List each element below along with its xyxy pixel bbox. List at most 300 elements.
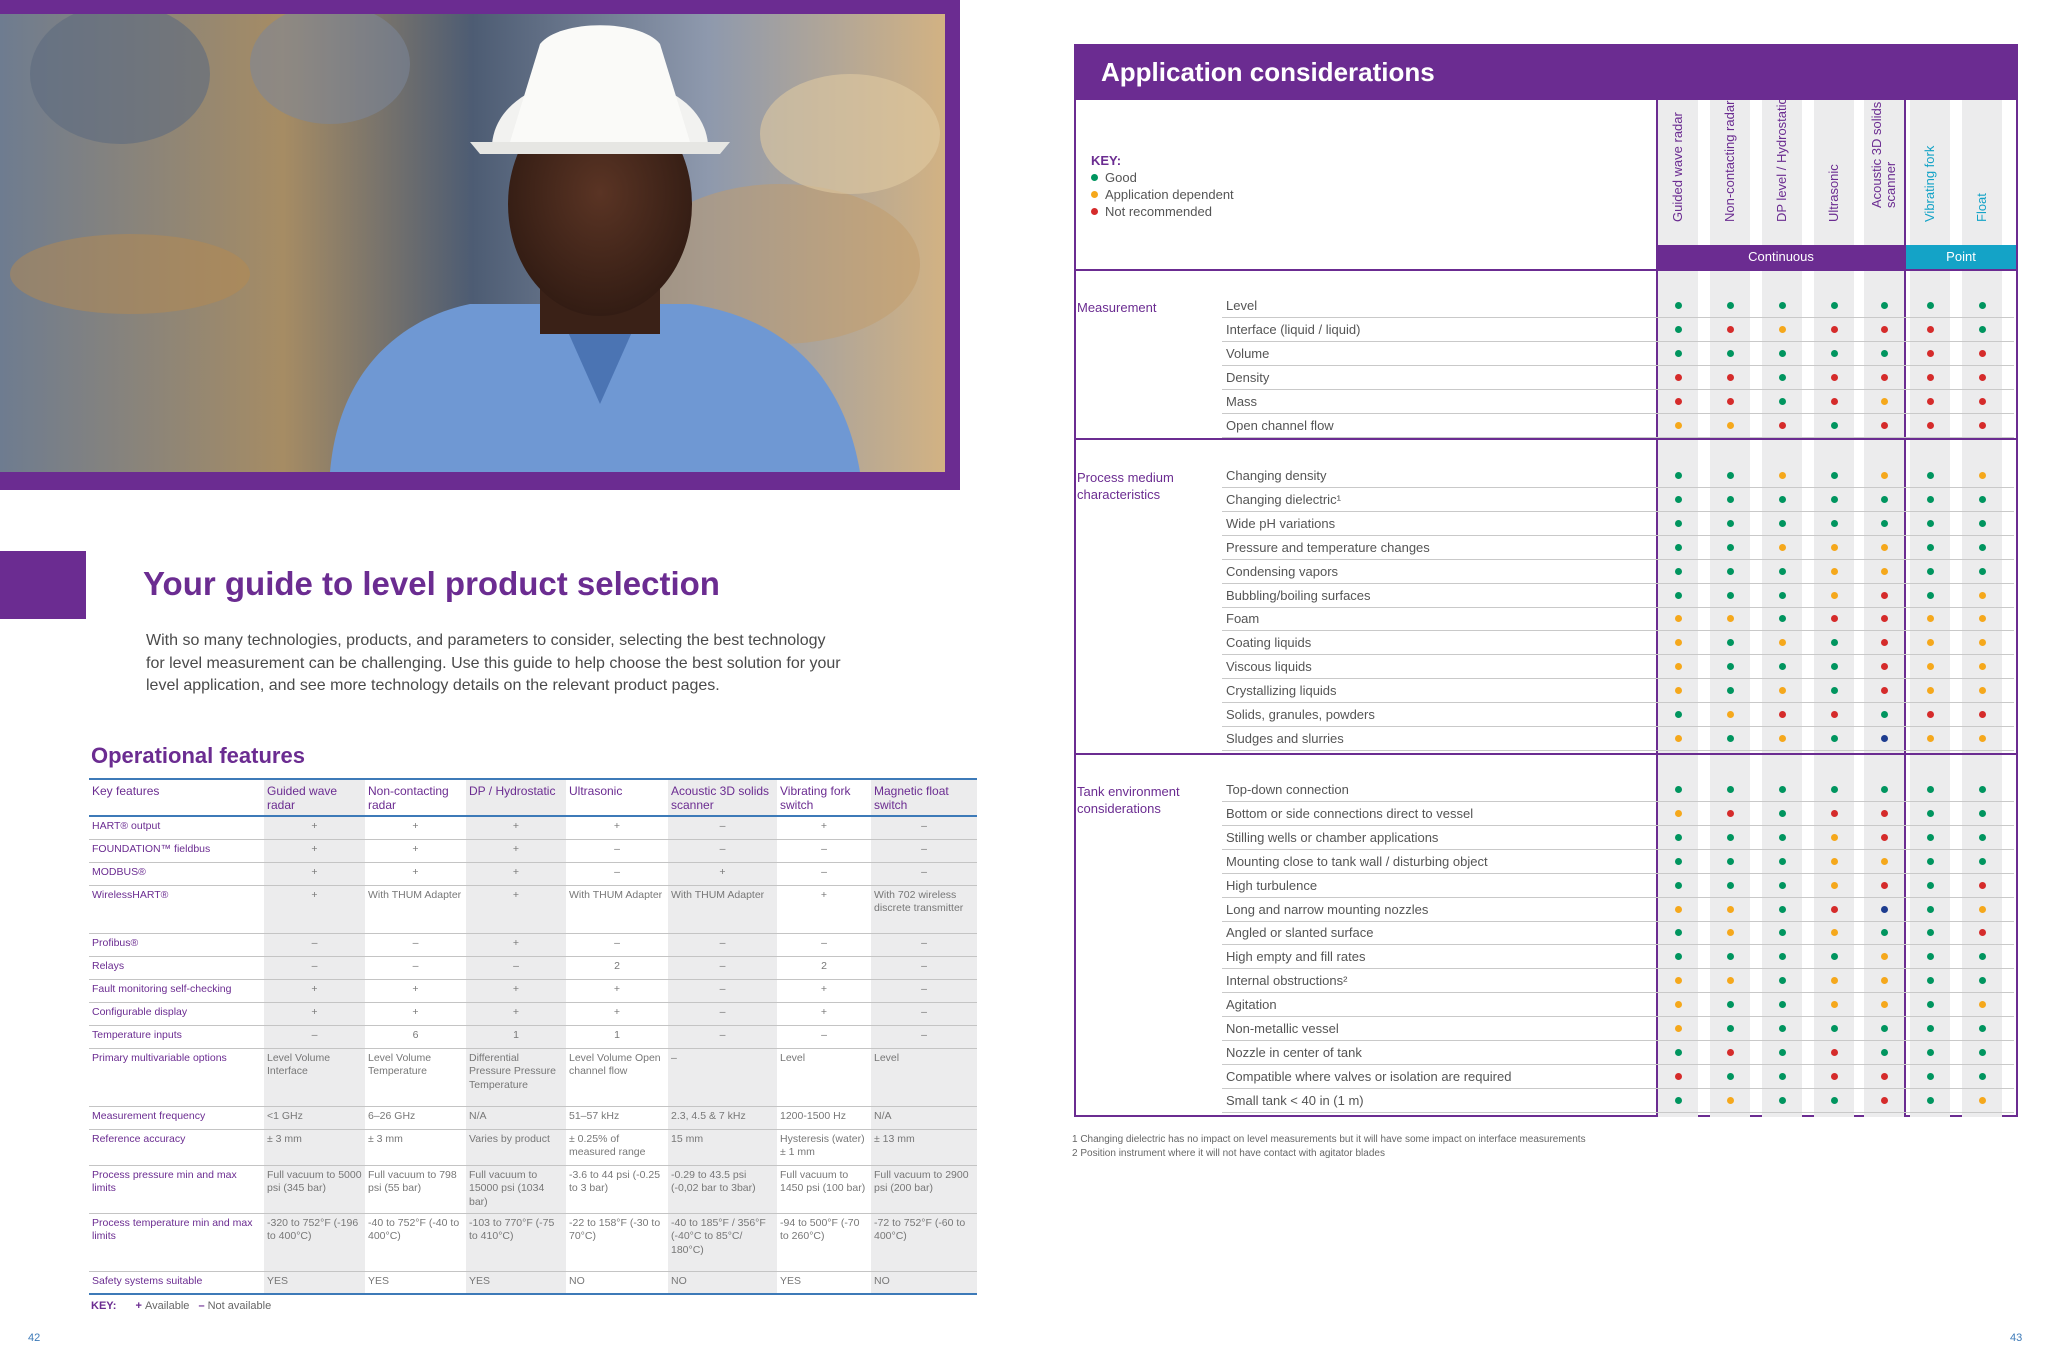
rating-dot-icon: [1675, 302, 1682, 309]
rating-row-label: Viscous liquids: [1226, 659, 1312, 675]
section-divider: [1074, 753, 2018, 755]
feature-value: Level: [777, 1048, 871, 1106]
feature-value: –: [871, 933, 977, 956]
rating-dot-icon: [1831, 834, 1838, 841]
rating-dot-icon: [1979, 906, 1986, 913]
rating-dot-icon: [1727, 1073, 1734, 1080]
feature-name: WirelessHART®: [89, 885, 264, 933]
feature-name: Fault monitoring self-checking: [89, 979, 264, 1002]
key-label: KEY:: [1091, 153, 1122, 168]
rating-dot-icon: [1779, 663, 1786, 670]
feature-value: +: [466, 816, 566, 839]
rating-dot-icon: [1727, 977, 1734, 984]
table-row: [89, 1106, 977, 1129]
feature-value: NO: [668, 1271, 777, 1294]
rating-row-label: Long and narrow mounting nozzles: [1226, 901, 1429, 917]
feature-value: +: [365, 862, 466, 885]
column-header: Acoustic 3D solids scanner: [668, 779, 777, 816]
rating-dot-icon: [1927, 615, 1934, 622]
rating-dot-icon: [1979, 592, 1986, 599]
table-row: [89, 933, 977, 956]
rating-dot-icon: [1675, 1097, 1682, 1104]
panel-title: Application considerations: [1101, 57, 1435, 87]
rating-dot-icon: [1881, 786, 1888, 793]
rating-dot-icon: [1727, 544, 1734, 551]
minus-symbol: –: [198, 1300, 205, 1312]
feature-name: HART® output: [89, 816, 264, 839]
section-label: Measurement: [1077, 300, 1157, 315]
feature-value: –: [871, 1025, 977, 1048]
rating-dot-icon: [1831, 1097, 1838, 1104]
rating-dot-icon: [1831, 929, 1838, 936]
rating-dot-icon: [1675, 1073, 1682, 1080]
rating-dot-icon: [1831, 639, 1838, 646]
rating-dot-icon: [1675, 1025, 1682, 1032]
table-row: [89, 1002, 977, 1025]
rating-dot-icon: [1779, 1073, 1786, 1080]
rating-dot-icon: [1927, 906, 1934, 913]
rating-dot-icon: [1779, 929, 1786, 936]
rating-dot-icon: [1831, 398, 1838, 405]
app-dependent-dot-icon: [1091, 191, 1098, 198]
rating-dot-icon: [1727, 735, 1734, 742]
feature-name: Profibus®: [89, 933, 264, 956]
feature-value: 1: [566, 1025, 668, 1048]
rating-dot-icon: [1881, 1073, 1888, 1080]
rating-dot-icon: [1927, 592, 1934, 599]
rating-dot-icon: [1979, 810, 1986, 817]
feature-value: –: [871, 862, 977, 885]
rating-row: [1222, 318, 2014, 342]
feature-value: With THUM Adapter: [566, 885, 668, 933]
rating-row-label: Coating liquids: [1226, 635, 1312, 651]
rating-dot-icon: [1779, 520, 1786, 527]
feature-value: –: [264, 956, 365, 979]
rating-dot-icon: [1779, 398, 1786, 405]
feature-value: +: [777, 885, 871, 933]
rating-dot-icon: [1979, 615, 1986, 622]
feature-value: Full vacuum to 15000 psi (1034 bar): [466, 1165, 566, 1213]
section-label: Process medium characteristics: [1077, 470, 1174, 502]
rating-key: [1091, 152, 1234, 220]
rating-row-label: Sludges and slurries: [1226, 730, 1344, 746]
rating-row: [1222, 945, 2014, 969]
feature-value: Level: [871, 1048, 977, 1106]
rating-row: [1222, 342, 2014, 366]
rating-dot-icon: [1927, 1049, 1934, 1056]
feature-value: +: [264, 839, 365, 862]
feature-value: 51–57 kHz: [566, 1106, 668, 1129]
rating-row-label: Mass: [1226, 393, 1258, 409]
rating-dot-icon: [1831, 810, 1838, 817]
feature-value: –: [871, 839, 977, 862]
footnote-2: 2 Position instrument where it will not have contact with agitator blades: [1072, 1148, 1385, 1159]
rating-row: [1222, 1017, 2014, 1041]
footnotes: [1072, 1133, 1586, 1161]
rating-dot-icon: [1779, 687, 1786, 694]
rating-dot-icon: [1979, 977, 1986, 984]
feature-value: –: [264, 1025, 365, 1048]
feature-value: ± 0.25% of measured range: [566, 1129, 668, 1165]
rating-dot-icon: [1675, 639, 1682, 646]
feature-value: Varies by product: [466, 1129, 566, 1165]
feature-value: N/A: [871, 1106, 977, 1129]
rating-dot-icon: [1779, 350, 1786, 357]
rating-dot-icon: [1675, 1001, 1682, 1008]
good-dot-icon: [1091, 174, 1098, 181]
rating-dot-icon: [1881, 663, 1888, 670]
rating-row-label: Solids, granules, powders: [1226, 707, 1375, 722]
rating-row: [1222, 631, 2014, 655]
rating-dot-icon: [1881, 735, 1888, 742]
rating-row: [1222, 921, 2014, 945]
rating-dot-icon: [1779, 906, 1786, 913]
rating-row: [1222, 703, 2014, 727]
rating-dot-icon: [1881, 326, 1888, 333]
rating-dot-icon: [1831, 786, 1838, 793]
rating-dot-icon: [1727, 1025, 1734, 1032]
feature-value: +: [668, 862, 777, 885]
rating-row-label: Top-down connection: [1226, 782, 1349, 797]
rating-dot-icon: [1779, 302, 1786, 309]
table-row: [89, 1129, 977, 1165]
feature-value: +: [777, 816, 871, 839]
operational-features-table: [89, 778, 977, 1295]
side-tab-decoration: [0, 551, 86, 619]
key-not-recommended-label: Not recommended: [1105, 204, 1212, 219]
key-app-dependent: [1091, 186, 1234, 203]
feature-value: –: [871, 816, 977, 839]
feature-value: ± 3 mm: [365, 1129, 466, 1165]
feature-name: MODBUS®: [89, 862, 264, 885]
rating-dot-icon: [1881, 977, 1888, 984]
feature-value: -103 to 770°F (-75 to 410°C): [466, 1213, 566, 1271]
rating-dot-icon: [1979, 520, 1986, 527]
rating-dot-icon: [1779, 711, 1786, 718]
rating-dot-icon: [1779, 422, 1786, 429]
rating-row-label: Interface (liquid / liquid): [1226, 321, 1361, 337]
table-row: [89, 839, 977, 862]
feature-value: +: [777, 1002, 871, 1025]
rating-row: [1222, 778, 2014, 802]
rating-row: [1222, 850, 2014, 874]
rating-row: [1222, 512, 2014, 536]
rating-dot-icon: [1979, 350, 1986, 357]
feature-value: –: [668, 1025, 777, 1048]
rating-dot-icon: [1881, 592, 1888, 599]
feature-value: 1: [466, 1025, 566, 1048]
rating-dot-icon: [1779, 472, 1786, 479]
feature-value: +: [466, 933, 566, 956]
rating-dot-icon: [1779, 858, 1786, 865]
rating-dot-icon: [1831, 1001, 1838, 1008]
rating-row-label: Crystallizing liquids: [1226, 683, 1337, 699]
rating-dot-icon: [1779, 1025, 1786, 1032]
rating-dot-icon: [1831, 350, 1838, 357]
feature-value: -94 to 500°F (-70 to 260°C): [777, 1213, 871, 1271]
rating-dot-icon: [1675, 615, 1682, 622]
rating-dot-icon: [1979, 374, 1986, 381]
rating-dot-icon: [1727, 953, 1734, 960]
rating-dot-icon: [1927, 350, 1934, 357]
rating-row-label: Open channel flow: [1226, 417, 1334, 433]
rating-row-label: Stilling wells or chamber applications: [1226, 829, 1439, 845]
feature-value: Level Volume Interface: [264, 1048, 365, 1106]
rating-dot-icon: [1927, 834, 1934, 841]
feature-value: +: [264, 862, 365, 885]
feature-value: –: [566, 862, 668, 885]
intro-paragraph: With so many technologies, products, and parameters to consider, selecting the best technology for level measurement can be challenging. Use this guide to help choose the best solution for your level application, and see more technology details on the relevant product pages.: [146, 632, 841, 694]
table-row: [89, 816, 977, 839]
rating-dot-icon: [1881, 687, 1888, 694]
feature-value: +: [365, 1002, 466, 1025]
rating-dot-icon: [1927, 929, 1934, 936]
rating-dot-icon: [1881, 544, 1888, 551]
rating-dot-icon: [1779, 615, 1786, 622]
rating-dot-icon: [1675, 786, 1682, 793]
rating-dot-icon: [1881, 472, 1888, 479]
column-header: DP / Hydrostatic: [466, 779, 566, 816]
feature-value: 6: [365, 1025, 466, 1048]
rating-dot-icon: [1727, 326, 1734, 333]
rating-dot-icon: [1927, 302, 1934, 309]
feature-value: -320 to 752°F (-196 to 400°C): [264, 1213, 365, 1271]
column-header: [1756, 97, 1808, 240]
rating-dot-icon: [1979, 663, 1986, 670]
feature-value: Full vacuum to 2900 psi (200 bar): [871, 1165, 977, 1213]
feature-value: –: [777, 862, 871, 885]
feature-value: –: [777, 933, 871, 956]
rating-dot-icon: [1881, 422, 1888, 429]
feature-value: +: [466, 862, 566, 885]
feature-value: –: [668, 816, 777, 839]
rating-row-label: High turbulence: [1226, 877, 1318, 893]
column-header-label: Vibrating fork: [1922, 145, 1937, 222]
column-header: [1704, 100, 1756, 240]
rating-dot-icon: [1675, 687, 1682, 694]
rating-dot-icon: [1831, 711, 1838, 718]
rating-dot-icon: [1831, 953, 1838, 960]
rating-row-label: High empty and fill rates: [1226, 949, 1366, 965]
continuous-band: Continuous: [1658, 245, 1904, 269]
rating-dot-icon: [1979, 472, 1986, 479]
rating-dot-icon: [1831, 977, 1838, 984]
rating-dot-icon: [1675, 568, 1682, 575]
feature-name: Process temperature min and max limits: [89, 1213, 264, 1271]
rating-dot-icon: [1881, 398, 1888, 405]
rating-dot-icon: [1881, 302, 1888, 309]
rating-dot-icon: [1881, 834, 1888, 841]
rating-dot-icon: [1979, 302, 1986, 309]
rating-row: [1222, 1089, 2014, 1113]
feature-value: NO: [871, 1271, 977, 1294]
rating-dot-icon: [1831, 374, 1838, 381]
rating-dot-icon: [1831, 1049, 1838, 1056]
rating-row: [1222, 584, 2014, 608]
rating-dot-icon: [1927, 422, 1934, 429]
column-header: Key features: [89, 779, 264, 816]
feature-value: -22 to 158°F (-30 to 70°C): [566, 1213, 668, 1271]
rating-row: [1222, 536, 2014, 560]
rating-dot-icon: [1727, 786, 1734, 793]
rating-dot-icon: [1979, 1025, 1986, 1032]
rating-dot-icon: [1727, 374, 1734, 381]
rating-dot-icon: [1727, 834, 1734, 841]
rating-dot-icon: [1831, 1025, 1838, 1032]
rating-row-label: Agitation: [1226, 997, 1277, 1013]
rating-dot-icon: [1881, 350, 1888, 357]
rating-row-label: Nozzle in center of tank: [1226, 1044, 1362, 1060]
rating-dot-icon: [1779, 592, 1786, 599]
rating-dot-icon: [1727, 472, 1734, 479]
rating-dot-icon: [1927, 398, 1934, 405]
rating-dot-icon: [1675, 882, 1682, 889]
rating-dot-icon: [1779, 735, 1786, 742]
rating-dot-icon: [1979, 1073, 1986, 1080]
table-row: [89, 1025, 977, 1048]
rating-row-label: Angled or slanted surface: [1226, 925, 1374, 941]
feature-value: +: [566, 816, 668, 839]
rating-dot-icon: [1927, 1097, 1934, 1104]
feature-name: Configurable display: [89, 1002, 264, 1025]
feature-value: -40 to 752°F (-40 to 400°C): [365, 1213, 466, 1271]
feature-value: +: [777, 979, 871, 1002]
feature-value: +: [466, 1002, 566, 1025]
feature-value: Full vacuum to 1450 psi (100 bar): [777, 1165, 871, 1213]
rating-dot-icon: [1831, 663, 1838, 670]
feature-value: +: [365, 979, 466, 1002]
rating-dot-icon: [1831, 520, 1838, 527]
column-header: [1956, 100, 2008, 240]
rating-dot-icon: [1675, 520, 1682, 527]
rating-row: [1222, 488, 2014, 512]
rating-dot-icon: [1881, 882, 1888, 889]
feature-value: 6–26 GHz: [365, 1106, 466, 1129]
rating-dot-icon: [1675, 1049, 1682, 1056]
rating-row-label: Volume: [1226, 345, 1270, 361]
feature-value: –: [365, 956, 466, 979]
feature-value: 15 mm: [668, 1129, 777, 1165]
rating-dot-icon: [1675, 906, 1682, 913]
feature-value: +: [566, 1002, 668, 1025]
rating-dot-icon: [1881, 496, 1888, 503]
column-header-label: DP level / Hydrostatic: [1774, 97, 1789, 222]
rating-row-label: Non-metallic vessel: [1226, 1021, 1339, 1036]
rating-dot-icon: [1831, 615, 1838, 622]
feature-value: +: [566, 979, 668, 1002]
rating-dot-icon: [1675, 929, 1682, 936]
feature-value: +: [264, 1002, 365, 1025]
rating-dot-icon: [1831, 592, 1838, 599]
rating-dot-icon: [1831, 1073, 1838, 1080]
rating-dot-icon: [1675, 592, 1682, 599]
rating-dot-icon: [1779, 882, 1786, 889]
plus-symbol: +: [135, 1300, 142, 1312]
rating-row-label: Condensing vapors: [1226, 563, 1339, 579]
feature-value: –: [466, 956, 566, 979]
feature-value: +: [365, 839, 466, 862]
column-header: Guided wave radar: [264, 779, 365, 816]
rating-row-label: Changing dielectric¹: [1226, 491, 1341, 507]
rating-dot-icon: [1979, 1001, 1986, 1008]
footnote-1: 1 Changing dielectric has no impact on level measurements but it will have some impact on interface measurements: [1072, 1134, 1586, 1145]
table-row: [89, 885, 977, 933]
column-header-label: Non-contacting radar: [1722, 100, 1737, 222]
feature-value: N/A: [466, 1106, 566, 1129]
feature-value: –: [777, 839, 871, 862]
feature-value: YES: [466, 1271, 566, 1294]
rating-dot-icon: [1675, 350, 1682, 357]
column-header-label: Ultrasonic: [1826, 164, 1841, 222]
column-header: [1808, 100, 1860, 240]
feature-value: –: [668, 1048, 777, 1106]
rating-dot-icon: [1675, 544, 1682, 551]
rating-row-label: Bubbling/boiling surfaces: [1226, 587, 1371, 603]
rating-dot-icon: [1927, 858, 1934, 865]
feature-value: –: [871, 1002, 977, 1025]
rating-dot-icon: [1779, 1097, 1786, 1104]
rating-dot-icon: [1779, 786, 1786, 793]
rating-dot-icon: [1727, 592, 1734, 599]
rating-dot-icon: [1727, 639, 1734, 646]
page-number-left: 42: [28, 1332, 41, 1344]
feature-value: +: [466, 839, 566, 862]
rating-dot-icon: [1779, 834, 1786, 841]
rating-dot-icon: [1727, 929, 1734, 936]
rating-row-label: Mounting close to tank wall / disturbing object: [1226, 853, 1488, 869]
column-header-label: Float: [1974, 193, 1989, 222]
feature-value: –: [566, 933, 668, 956]
rating-row-label: Foam: [1226, 611, 1260, 627]
rating-dot-icon: [1881, 374, 1888, 381]
rating-row-label: Internal obstructions²: [1226, 973, 1348, 989]
rating-dot-icon: [1831, 544, 1838, 551]
rating-row: [1222, 414, 2014, 438]
feature-value: Hysteresis (water) ± 1 mm: [777, 1129, 871, 1165]
feature-value: With 702 wireless discrete transmitter: [871, 885, 977, 933]
table-row: [89, 1213, 977, 1271]
feature-value: –: [871, 979, 977, 1002]
rating-dot-icon: [1831, 422, 1838, 429]
rating-dot-icon: [1881, 520, 1888, 527]
rating-dot-icon: [1979, 544, 1986, 551]
rating-dot-icon: [1675, 472, 1682, 479]
rating-row-label: Density: [1226, 369, 1270, 385]
feature-name: Temperature inputs: [89, 1025, 264, 1048]
feature-name: FOUNDATION™ fieldbus: [89, 839, 264, 862]
section-divider: [1074, 269, 2018, 271]
rating-row-label: Pressure and temperature changes: [1226, 539, 1430, 555]
column-header: [1652, 100, 1704, 240]
rating-dot-icon: [1727, 1001, 1734, 1008]
rating-dot-icon: [1927, 326, 1934, 333]
rating-dot-icon: [1927, 735, 1934, 742]
feature-value: ± 3 mm: [264, 1129, 365, 1165]
feature-value: –: [566, 839, 668, 862]
operational-key: [91, 1300, 271, 1312]
feature-value: YES: [777, 1271, 871, 1294]
rating-dot-icon: [1831, 302, 1838, 309]
rating-dot-icon: [1779, 544, 1786, 551]
rating-row: [1222, 898, 2014, 922]
rating-dot-icon: [1881, 639, 1888, 646]
rating-row: [1222, 294, 2014, 318]
key-good: [1091, 169, 1234, 186]
rating-dot-icon: [1927, 1025, 1934, 1032]
key-not-available: Not available: [207, 1300, 272, 1312]
rating-dot-icon: [1979, 858, 1986, 865]
feature-name: Reference accuracy: [89, 1129, 264, 1165]
